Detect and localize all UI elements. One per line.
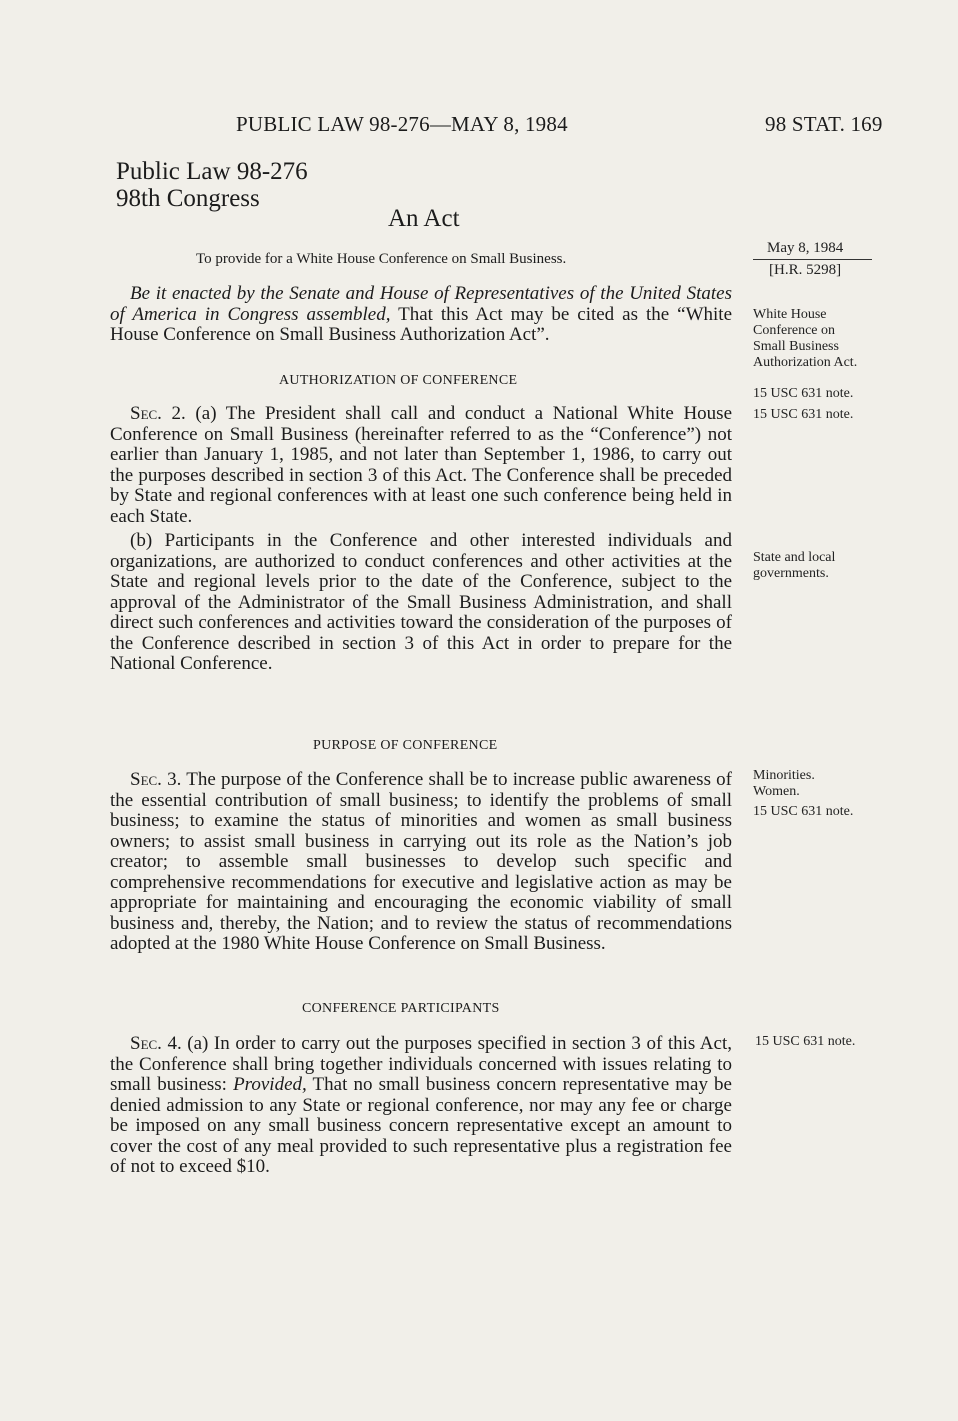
section-2b-text: (b) Participants in the Conference and other interested individuals and organizations, are authorized to conduct conferences and other activities at the State and regional levels prior to the date of the Conference, subject to the approval of the Administrator of the Small Business Administration, and shall direct such conferences and activities toward the consideration of the purposes of the Conference described in section 3 of this Act in order to prepare for the National Conference. (110, 530, 732, 674)
provided-proviso: Provided, (233, 1074, 307, 1095)
margin-note-minorities-women: Minorities. Women. (753, 768, 815, 799)
stat-page-number: 98 STAT. 169 (765, 112, 883, 136)
running-header: PUBLIC LAW 98-276—MAY 8, 1984 (236, 112, 568, 136)
section-4-label: Sec. 4. (130, 1033, 182, 1054)
law-citation-block (116, 158, 308, 212)
section-3-text: The purpose of the Conference shall be to increase public awareness of the essential contribution of small business; to identify the problems of small business; to examine the status of minorities and women as small business owners; to assist small business in carrying out its role as the Nation’s job creator; to assemble small businesses to develop such specific and comprehensive recommendations for executive and legislative action as may be appropriate for maintaining and encouraging the economic viability of small business and, thereby, the Nation; and to review the status of recommendations adopted at the 1980 White House Conference on Small Business. (110, 769, 732, 954)
margin-date: May 8, 1984 (767, 240, 844, 256)
section-2a-text: (a) The President shall call and conduct a National White House Conference on Small Business (hereinafter referred to as the “Conference”) not earlier than January 1, 1985, and not later than September 1, 1986, to carry out the purposes described in section 3 of this Act. The Conference shall be preceded by State and regional conferences with at least one such conference being held in each State. (110, 403, 732, 527)
congress-number: 98th Congress (116, 185, 260, 212)
enacting-formula: Be it enacted by the Senate and House of Representatives of the United States of America in Congress assembled, (110, 283, 732, 325)
section-3-label: Sec. 3. (130, 769, 182, 790)
section-2-label: Sec. 2. (130, 403, 186, 424)
enacting-clause (110, 284, 732, 346)
public-law-number: Public Law 98-276 (116, 158, 308, 185)
margin-note-usc-2: 15 USC 631 note. (753, 407, 854, 422)
margin-note-state-local: State and local governments. (753, 550, 836, 581)
margin-note-usc-4: 15 USC 631 note. (755, 1034, 856, 1049)
section-heading-participants: CONFERENCE PARTICIPANTS (302, 1001, 500, 1016)
short-title-text: That this Act may be cited as the “White House Conference on Small Business Authorization Act”. (110, 303, 732, 345)
section-4 (110, 1034, 732, 1178)
margin-note-short-title: White House Conference on Small Business Authorization Act. (753, 307, 858, 370)
act-purpose-line: To provide for a White House Conference on Small Business. (196, 251, 567, 267)
section-heading-purpose: PURPOSE OF CONFERENCE (313, 738, 498, 753)
section-heading-authorization: AUTHORIZATION OF CONFERENCE (279, 373, 518, 388)
margin-rule (753, 259, 872, 260)
margin-bill-number: [H.R. 5298] (769, 262, 842, 278)
margin-note-usc-3: 15 USC 631 note. (753, 804, 854, 819)
section-3 (110, 770, 732, 955)
an-act-heading: An Act (388, 205, 460, 232)
section-4-text-2: That no small business concern representative may be denied admission to any State or regional conference, nor may any fee or charge be imposed on any small business concern representative except an amount to cover the cost of any meal provided to such representative plus a registration fee of not to exceed $10. (110, 1074, 732, 1177)
section-4-text-1: (a) In order to carry out the purposes specified in section 3 of this Act, the Conference shall bring together individuals concerned with issues relating to small business: (110, 1033, 732, 1095)
section-2 (110, 404, 732, 675)
margin-note-usc-1: 15 USC 631 note. (753, 386, 854, 401)
